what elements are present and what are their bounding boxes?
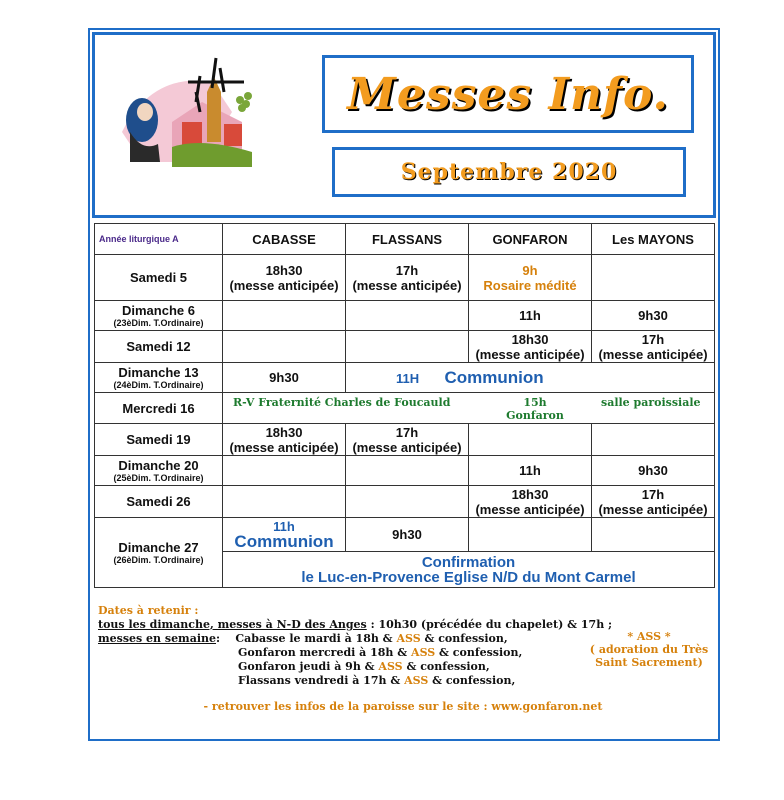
cell (346, 301, 469, 331)
table-row (95, 331, 715, 363)
table-row (95, 486, 715, 518)
day-cell: Dimanche 13 (24èDim. T.Ordinaire) (95, 363, 223, 393)
page-title: Messes Info. (347, 68, 669, 120)
day-cell: Dimanche 27 (26èDim. T.Ordinaire) (95, 518, 223, 588)
year-label: Année liturgique A (95, 224, 223, 255)
table-header-row (95, 224, 715, 255)
weekday-line-2: Gonfaron mercredi à 18h & ASS & confession, (238, 646, 523, 659)
table-row (95, 518, 715, 552)
table-row (95, 424, 715, 456)
cell (592, 424, 715, 456)
day-cell: Dimanche 20 (25èDim. T.Ordinaire) (95, 456, 223, 486)
weekday-line-3: Gonfaron jeudi à 9h & ASS & confession, (238, 660, 490, 673)
table-row (95, 363, 715, 393)
table-row (95, 301, 715, 331)
cell: 9h30 (592, 301, 715, 331)
table-row (95, 393, 715, 424)
title-box (322, 55, 694, 133)
cell: 18h30 (messe anticipée) (223, 424, 346, 456)
ass-note: * ASS * ( adoration du Très Saint Sacrement) (589, 630, 709, 669)
cell (346, 486, 469, 518)
cell: 9h Rosaire médité (469, 255, 592, 301)
cell (469, 518, 592, 552)
day-cell: Samedi 26 (95, 486, 223, 518)
cell: 11h (469, 456, 592, 486)
parish-logo-icon (112, 52, 272, 182)
table-row (95, 456, 715, 486)
month-box (332, 147, 686, 197)
communion-cell: 11H Communion (346, 363, 715, 393)
cell (223, 331, 346, 363)
schedule-table (94, 223, 715, 588)
cell: 17h (messe anticipée) (346, 255, 469, 301)
col-cabasse: CABASSE (223, 224, 346, 255)
cell (223, 301, 346, 331)
website-line[interactable]: - retrouver les infos de la paroisse sur le site : www.gonfaron.net (203, 700, 603, 713)
cell (592, 518, 715, 552)
cell: 18h30 (messe anticipée) (469, 486, 592, 518)
cell (346, 456, 469, 486)
table-row (95, 255, 715, 301)
col-flassans: FLASSANS (346, 224, 469, 255)
cell: 11h Communion (223, 518, 346, 552)
day-cell: Mercredi 16 (95, 393, 223, 424)
cell: 9h30 (346, 518, 469, 552)
cell (346, 331, 469, 363)
day-cell: Samedi 19 (95, 424, 223, 456)
cell: 17h (messe anticipée) (592, 331, 715, 363)
cell: 11h (469, 301, 592, 331)
cell: 9h30 (223, 363, 346, 393)
cell: 18h30 (messe anticipée) (223, 255, 346, 301)
cell (223, 486, 346, 518)
fraternite-cell: R-V Fraternité Charles de Foucauld 15h Gonfaron salle paroissiale (223, 393, 715, 424)
month-title: Septembre 2020 (400, 159, 618, 185)
col-gonfaron: GONFARON (469, 224, 592, 255)
day-cell: Samedi 12 (95, 331, 223, 363)
col-les-mayons: Les MAYONS (592, 224, 715, 255)
confirmation-cell: Confirmation le Luc-en-Provence Eglise N/D du Mont Carmel (223, 552, 715, 588)
dates-label: Dates à retenir : (98, 604, 199, 617)
cell: 9h30 (592, 456, 715, 486)
cell: 17h (messe anticipée) (346, 424, 469, 456)
day-cell: Dimanche 6 (23èDim. T.Ordinaire) (95, 301, 223, 331)
cell: 18h30 (messe anticipée) (469, 331, 592, 363)
cell (223, 456, 346, 486)
cell (592, 255, 715, 301)
cell (469, 424, 592, 456)
weekday-line-1: messes en semaine: Cabasse le mardi à 18h & ASS & confession, (98, 632, 508, 645)
sunday-masses-line: tous les dimanche, messes à N-D des Anges : 10h30 (précédée du chapelet) & 17h ; (98, 618, 613, 631)
cell: 17h (messe anticipée) (592, 486, 715, 518)
weekday-line-4: Flassans vendredi à 17h & ASS & confession, (238, 674, 516, 687)
day-cell: Samedi 5 (95, 255, 223, 301)
